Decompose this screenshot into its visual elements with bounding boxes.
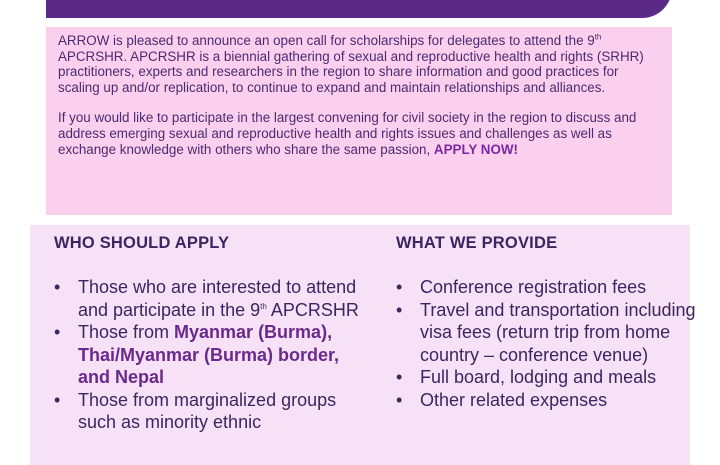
list-item xyxy=(54,276,374,321)
what-we-provide-heading: WHAT WE PROVIDE xyxy=(396,234,558,252)
what-we-provide-column xyxy=(396,225,696,411)
list-item: • Travel and transportation including visa fees (return trip from home country – conference venue) xyxy=(396,299,696,367)
who-should-apply-heading: WHO SHOULD APPLY xyxy=(54,234,230,252)
list-item: • Other related expenses xyxy=(396,389,696,412)
item-text: Those from marginalized groups such as minority ethnic xyxy=(78,389,337,432)
list-item: • Full board, lodging and meals xyxy=(396,366,696,389)
item-text-cont: APCRSHR xyxy=(266,299,359,320)
intro-text-cont: APCRSHR. APCRSHR is a biennial gathering of sexual and reproductive health and rights (SRHR) practitioners, experts and researchers in the region to share information and good practices for scaling up and/or replication, to continue to expand and maintain relationships and alliances. xyxy=(58,48,644,95)
intro-paragraph-2 xyxy=(58,110,660,157)
item-text: Those who are interested to attend and participate in the 9 xyxy=(78,277,357,320)
superscript: th xyxy=(260,301,267,311)
list-item xyxy=(54,321,374,389)
intro-box xyxy=(46,27,672,215)
who-should-apply-column xyxy=(54,225,374,434)
highlighted-countries: Myanmar (Burma), Thai/Myanmar (Burma) border, and Nepal xyxy=(78,322,340,387)
lower-panel xyxy=(30,225,696,465)
superscript: th xyxy=(594,32,602,42)
intro-paragraph-1 xyxy=(58,33,660,95)
what-we-provide-list xyxy=(396,276,696,411)
who-should-apply-list xyxy=(54,276,374,434)
item-text: Those from xyxy=(78,322,175,342)
intro-text-2: If you would like to participate in the largest convening for civil society in the region to discuss and address emerging sexual and reproductive health and rights issues and challenges as well as exchange knowledge with others who share the same passion, xyxy=(58,110,637,157)
list-item xyxy=(54,389,374,434)
top-banner xyxy=(46,0,672,18)
list-item: • Conference registration fees xyxy=(396,276,696,299)
apply-now-link[interactable]: APPLY NOW! xyxy=(433,141,518,157)
intro-text: ARROW is pleased to announce an open call for scholarships for delegates to attend the 9 xyxy=(58,33,595,48)
